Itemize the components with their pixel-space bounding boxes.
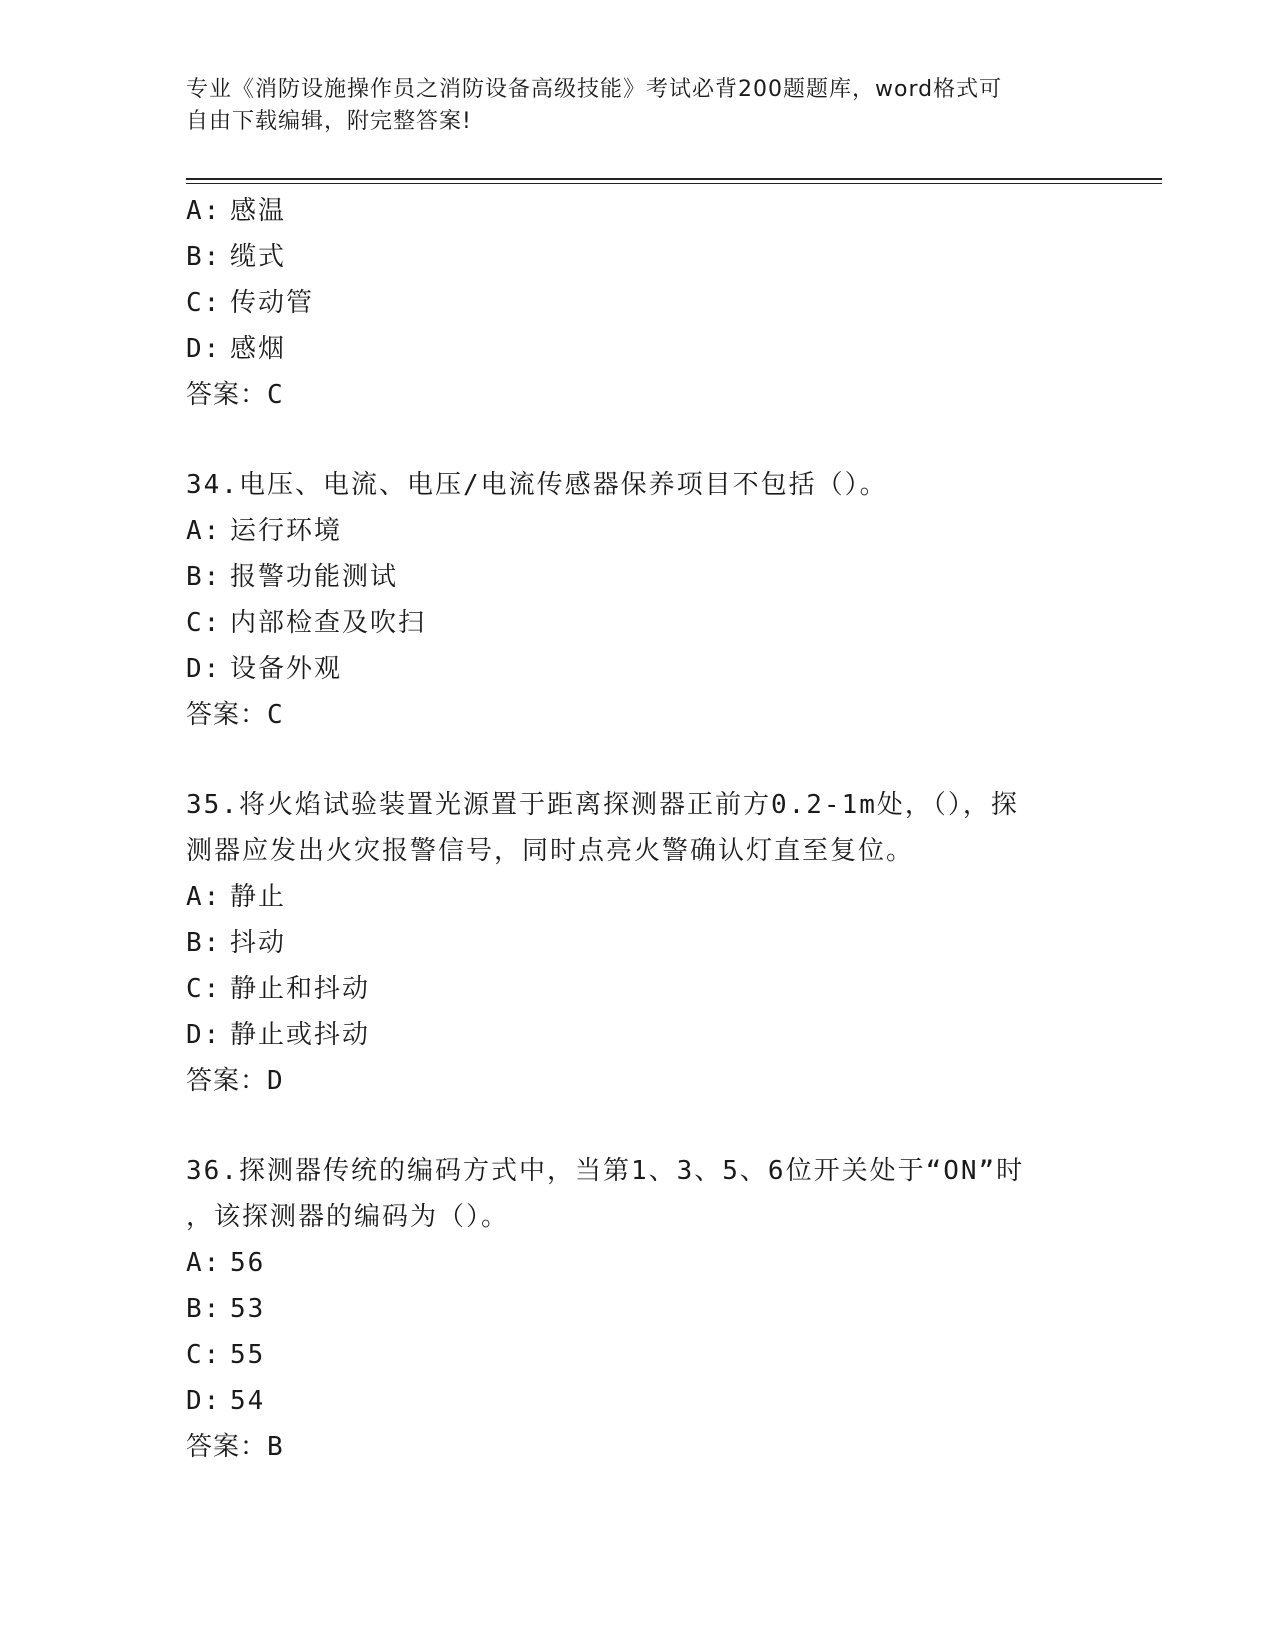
stem-line: 36.探测器传统的编码方式中，当第1、3、5、6位开关处于“ON”时 — [186, 1156, 1025, 1186]
option-c: C: 内部检查及吹扫 — [186, 608, 427, 638]
option-b: B: 53 — [186, 1294, 266, 1324]
option-d: D: 感烟 — [186, 334, 287, 364]
option-d: D: 静止或抖动 — [186, 1020, 371, 1050]
question-stem — [186, 1148, 1066, 1240]
answer-line: 答案：B — [186, 1432, 284, 1462]
document-page — [186, 0, 1166, 1650]
stem-line: 34.电压、电流、电压/电流传感器保养项目不包括（）。 — [186, 470, 888, 500]
question-36 — [186, 1148, 1066, 1470]
answer-line: 答案：C — [186, 380, 284, 410]
header-line-1: 专业《消防设施操作员之消防设备高级技能》考试必背200题题库，word格式可 — [186, 77, 1003, 102]
question-35 — [186, 782, 1066, 1104]
option-b: B: 抖动 — [186, 928, 287, 958]
answer-line: 答案：C — [186, 700, 284, 730]
question-stem — [186, 782, 1066, 874]
option-b: B: 缆式 — [186, 242, 287, 272]
option-c: C: 静止和抖动 — [186, 974, 371, 1004]
option-b: B: 报警功能测试 — [186, 562, 399, 592]
option-a: A: 运行环境 — [186, 516, 343, 546]
header-rule-thin — [186, 183, 1162, 184]
header-rule — [186, 178, 1162, 180]
header-line-2: 自由下载编辑，附完整答案! — [186, 109, 472, 134]
option-d: D: 设备外观 — [186, 654, 343, 684]
option-a: A: 56 — [186, 1248, 266, 1278]
stem-line: 测器应发出火灾报警信号，同时点亮火警确认灯直至复位。 — [186, 836, 915, 866]
question-33-continued — [186, 188, 1066, 418]
question-stem — [186, 462, 1066, 508]
answer-line: 答案：D — [186, 1066, 284, 1096]
option-c: C: 传动管 — [186, 288, 315, 318]
option-a: A: 感温 — [186, 196, 287, 226]
question-list — [186, 188, 1066, 1470]
stem-line: ，该探测器的编码为（）。 — [186, 1202, 510, 1232]
option-d: D: 54 — [186, 1386, 266, 1416]
question-34 — [186, 462, 1066, 738]
option-c: C: 55 — [186, 1340, 266, 1370]
option-a: A: 静止 — [186, 882, 287, 912]
document-header — [186, 74, 1086, 138]
stem-line: 35.将火焰试验装置光源置于距离探测器正前方0.2-1m处，（），探 — [186, 790, 1019, 820]
